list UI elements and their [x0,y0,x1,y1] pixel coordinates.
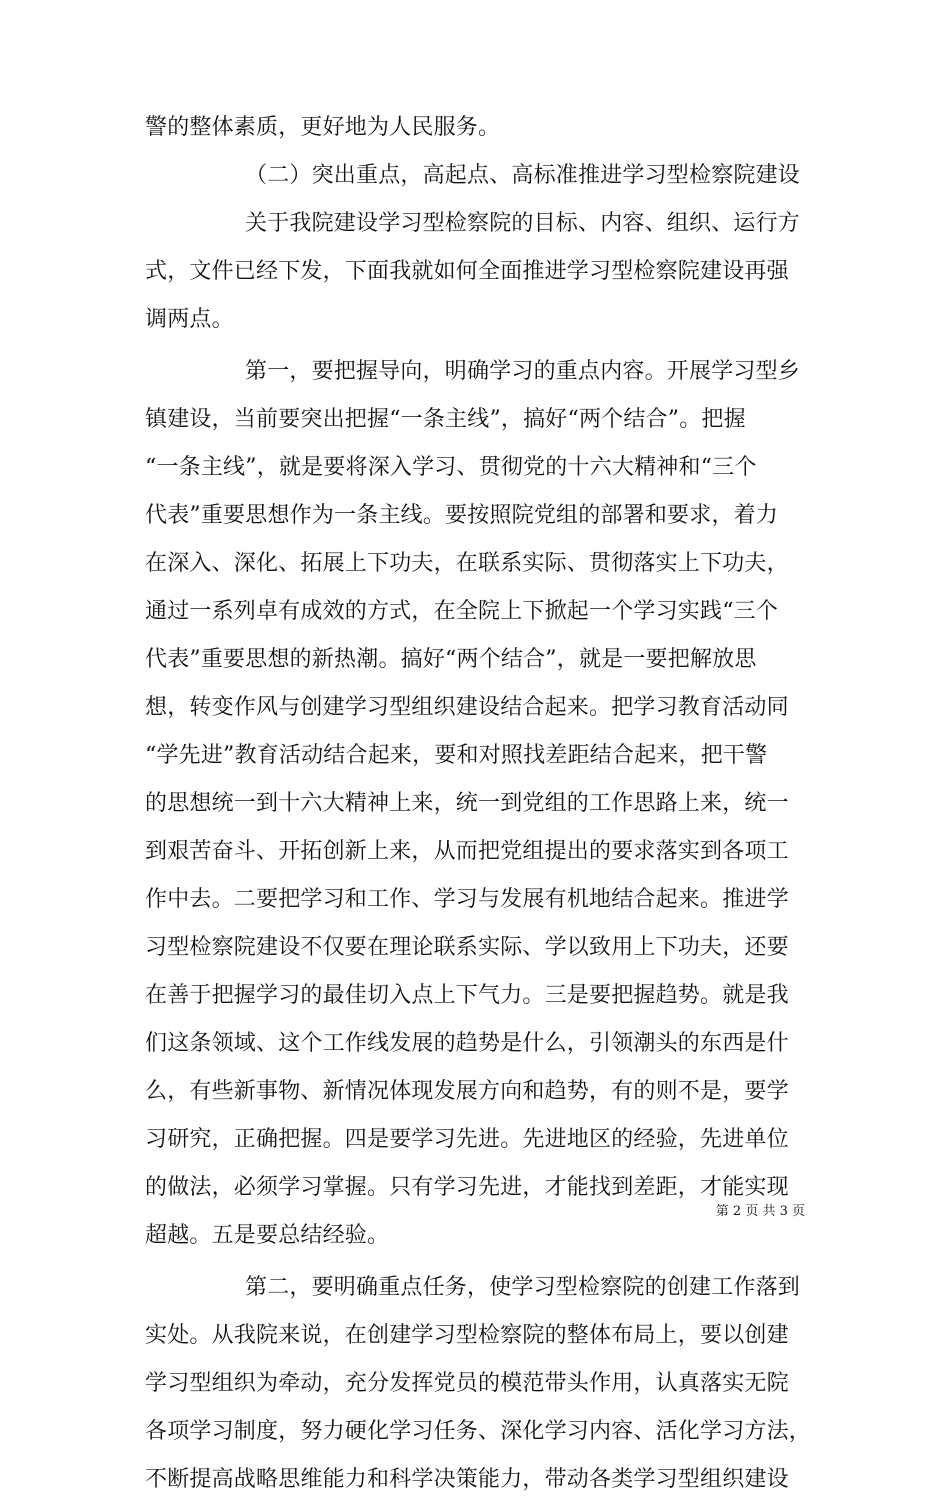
paragraph-first-line: 关于我院建设学习型检察院的目标、内容、组织、运行方 [245,211,801,236]
page-number-footer: 第 2 页 共 3 页 [715,1204,805,1219]
text-line: 通过一系列卓有成效的方式，在全院上下掀起一个学习实践“三个 [145,599,779,624]
text-line: 的做法，必须学习掌握。只有学习先进，才能找到差距，才能实现 [145,1175,789,1200]
text-line: 警的整体素质，更好地为人民服务。 [145,115,501,140]
text-line: “学先进”教育活动结合起来，要和对照找差距结合起来，把干警 [145,743,768,768]
text-line: 习型检察院建设不仅要在理论联系实际、学以致用上下功夫，还要 [145,935,789,960]
text-line: 代表”重要思想作为一条主线。要按照院党组的部署和要求，着力 [145,503,779,528]
text-line: 的思想统一到十六大精神上来，统一到党组的工作思路上来，统一 [145,791,789,816]
text-line: “一条主线”，就是要将深入学习、贯彻党的十六大精神和“三个 [145,455,757,480]
text-line: 超越。五是要总结经验。 [145,1223,390,1248]
text-line: 么，有些新事物、新情况体现发展方向和趋势，有的则不是，要学 [145,1079,789,1104]
text-line: 代表”重要思想的新热潮。搞好“两个结合”，就是一要把解放思 [145,647,757,672]
text-line: 调两点。 [145,307,234,332]
text-line: 实处。从我院来说，在创建学习型检察院的整体布局上，要以创建 [145,1323,789,1348]
text-line: 镇建设，当前要突出把握“一条主线”，搞好“两个结合”。把握 [145,407,746,432]
text-line: 想，转变作风与创建学习型组织建设结合起来。把学习教育活动同 [145,695,789,720]
section-heading: （二）突出重点，高起点、高标准推进学习型检察院建设 [245,163,801,188]
text-line: 到艰苦奋斗、开拓创新上来，从而把党组提出的要求落实到各项工 [145,839,789,864]
text-line: 们这条领域、这个工作线发展的趋势是什么，引领潮头的东西是什 [145,1031,789,1056]
text-line: 作中去。二要把学习和工作、学习与发展有机地结合起来。推进学 [145,887,789,912]
text-line: 不断提高战略思维能力和科学决策能力，带动各类学习型组织建设 [145,1467,789,1492]
text-line: 式，文件已经下发，下面我就如何全面推进学习型检察院建设再强 [145,259,789,284]
text-line: 在深入、深化、拓展上下功夫，在联系实际、贯彻落实上下功夫， [145,551,789,576]
text-line: 习研究，正确把握。四是要学习先进。先进地区的经验，先进单位 [145,1127,789,1152]
paragraph-first-line: 第一，要把握导向，明确学习的重点内容。开展学习型乡 [245,359,801,384]
text-line: 各项学习制度，努力硬化学习任务、深化学习内容、活化学习方法， [145,1419,812,1444]
text-line: 学习型组织为牵动，充分发挥党员的模范带头作用，认真落实无院 [145,1371,789,1396]
document-body [145,104,810,1504]
text-line: 在善于把握学习的最佳切入点上下气力。三是要把握趋势。就是我 [145,983,789,1008]
paragraph-first-line: 第二，要明确重点任务，使学习型检察院的创建工作落到 [245,1275,801,1300]
